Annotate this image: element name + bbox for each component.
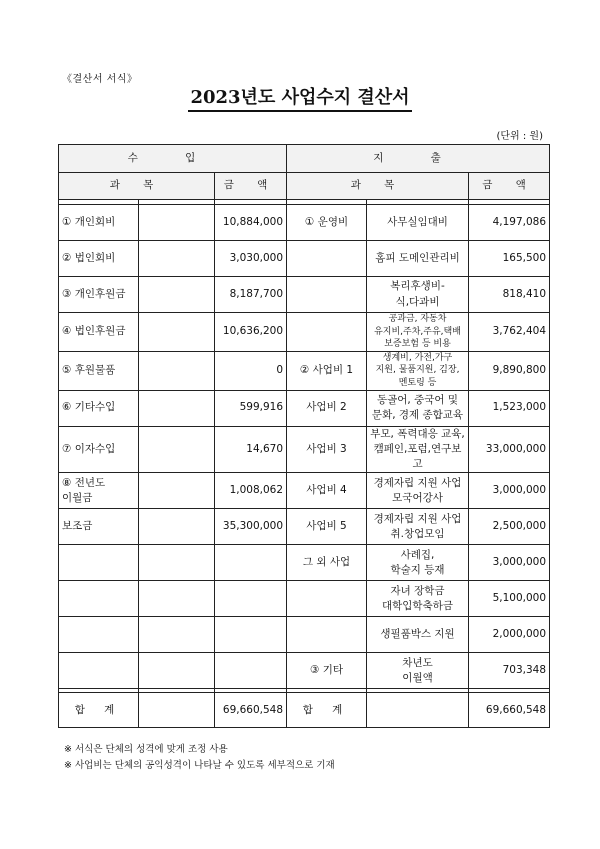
expense-amount-cell: 703,348 (469, 653, 550, 689)
table-row (59, 617, 550, 653)
expense-total-label: 합 계 (287, 693, 367, 728)
income-amount-cell: 8,187,700 (215, 277, 287, 313)
income-subject-cell: ⑥ 기타수입 (59, 390, 139, 426)
expense-category-cell (287, 581, 367, 617)
income-subject-cell (59, 653, 139, 689)
expense-category-cell (287, 241, 367, 277)
income-total-label: 합 계 (59, 693, 139, 728)
column-header-row (59, 173, 550, 200)
income-subject-cell: ① 개인회비 (59, 205, 139, 241)
expense-amount-cell: 33,000,000 (469, 426, 550, 473)
table-row (59, 277, 550, 313)
expense-category-cell (287, 277, 367, 313)
document-title-text: 2023년도 사업수지 결산서 (188, 83, 411, 112)
income-subdetail-cell (139, 351, 215, 390)
expense-detail-cell: 홈피 도메인관리비 (367, 241, 469, 277)
footnote-2: ※ 사업비는 단체의 공익성격이 나타날 수 있도록 세부적으로 기재 (64, 760, 335, 771)
expense-detail-cell: 경제자립 지원 사업 모국어강사 (367, 473, 469, 509)
income-subdetail-cell (139, 241, 215, 277)
income-subdetail-cell (139, 313, 215, 352)
income-amount-cell (215, 545, 287, 581)
income-amount-cell (215, 617, 287, 653)
income-subject-cell: ⑦ 이자수입 (59, 426, 139, 473)
expense-amount-cell: 5,100,000 (469, 581, 550, 617)
table-row (59, 390, 550, 426)
income-subject-cell (59, 617, 139, 653)
table-row (59, 313, 550, 352)
income-subject-cell: ⑤ 후원물품 (59, 351, 139, 390)
expense-amount-cell: 9,890,800 (469, 351, 550, 390)
income-subdetail-cell (139, 653, 215, 689)
income-subdetail-cell (139, 581, 215, 617)
expense-amount-header: 금 액 (469, 173, 550, 200)
table-row (59, 241, 550, 277)
table-row (59, 545, 550, 581)
income-subject-cell: ② 법인회비 (59, 241, 139, 277)
expense-amount-cell: 3,000,000 (469, 545, 550, 581)
table-row (59, 426, 550, 473)
income-subdetail-cell (139, 545, 215, 581)
income-amount-cell: 14,670 (215, 426, 287, 473)
unit-label: (단위 : 원) (496, 131, 543, 142)
income-header: 수 입 (59, 145, 287, 173)
expense-category-cell (287, 617, 367, 653)
income-subdetail-cell (139, 390, 215, 426)
expense-amount-cell: 818,410 (469, 277, 550, 313)
expense-detail-cell: 생필품박스 지원 (367, 617, 469, 653)
settlement-table (58, 144, 550, 728)
table-row (59, 581, 550, 617)
expense-amount-cell: 2,000,000 (469, 617, 550, 653)
income-amount-cell (215, 653, 287, 689)
expense-detail-cell: 사무실임대비 (367, 205, 469, 241)
expense-total-amount: 69,660,548 (469, 693, 550, 728)
section-header-row (59, 145, 550, 173)
income-subject-cell: ④ 법인후원금 (59, 313, 139, 352)
expense-total-blank (367, 693, 469, 728)
income-amount-cell: 1,008,062 (215, 473, 287, 509)
expense-category-cell: ② 사업비 1 (287, 351, 367, 390)
expense-detail-cell: 부모, 폭력대응 교육, 캠페인,포럼,연구보고 (367, 426, 469, 473)
income-amount-cell (215, 581, 287, 617)
expense-detail-cell: 차년도 이월액 (367, 653, 469, 689)
income-subdetail-cell (139, 509, 215, 545)
expense-category-cell: ③ 기타 (287, 653, 367, 689)
expense-detail-cell: 동골어, 중국어 및 문화, 경제 종합교육 (367, 390, 469, 426)
income-amount-cell: 10,884,000 (215, 205, 287, 241)
income-total-amount: 69,660,548 (215, 693, 287, 728)
expense-category-cell: ① 운영비 (287, 205, 367, 241)
expense-amount-cell: 3,762,404 (469, 313, 550, 352)
form-type-note: 《결산서 서식》 (62, 74, 138, 85)
income-subject-cell: ⑧ 전년도 이월금 (59, 473, 139, 509)
expense-category-cell (287, 313, 367, 352)
expense-amount-cell: 165,500 (469, 241, 550, 277)
income-subdetail-cell (139, 617, 215, 653)
table-row (59, 351, 550, 390)
expense-amount-cell: 3,000,000 (469, 473, 550, 509)
income-subdetail-cell (139, 473, 215, 509)
expense-category-cell: 사업비 2 (287, 390, 367, 426)
income-subdetail-cell (139, 205, 215, 241)
expense-detail-cell: 사례집, 학술지 등재 (367, 545, 469, 581)
income-amount-cell: 3,030,000 (215, 241, 287, 277)
table-row (59, 653, 550, 689)
income-subdetail-cell (139, 277, 215, 313)
expense-detail-cell: 복리후생비- 식,다과비 (367, 277, 469, 313)
table-row (59, 205, 550, 241)
income-amount-header: 금 액 (215, 173, 287, 200)
expense-header: 지 출 (287, 145, 550, 173)
income-amount-cell: 0 (215, 351, 287, 390)
expense-detail-cell: 경제자립 지원 사업 취.창업모임 (367, 509, 469, 545)
expense-category-cell: 그 외 사업 (287, 545, 367, 581)
expense-amount-cell: 2,500,000 (469, 509, 550, 545)
document-title (0, 83, 600, 112)
income-subdetail-cell (139, 426, 215, 473)
income-subject-cell (59, 545, 139, 581)
table-row (59, 509, 550, 545)
income-subject-cell (59, 581, 139, 617)
expense-category-cell: 사업비 3 (287, 426, 367, 473)
footnote-1: ※ 서식은 단체의 성격에 맞게 조정 사용 (64, 744, 228, 755)
expense-category-cell: 사업비 4 (287, 473, 367, 509)
expense-amount-cell: 4,197,086 (469, 205, 550, 241)
income-amount-cell: 35,300,000 (215, 509, 287, 545)
income-total-blank (139, 693, 215, 728)
income-amount-cell: 10,636,200 (215, 313, 287, 352)
table-row (59, 473, 550, 509)
total-row (59, 693, 550, 728)
income-subject-cell: ③ 개인후원금 (59, 277, 139, 313)
expense-category-cell: 사업비 5 (287, 509, 367, 545)
income-subject-header: 과 목 (59, 173, 215, 200)
expense-detail-cell: 생계비, 가전,가구 지원, 물품지원, 김장, 멘토링 등 (367, 351, 469, 390)
expense-detail-cell: 공과금, 자동차 유지비,주차,주유,택배 보증보험 등 비용 (367, 313, 469, 352)
expense-subject-header: 과 목 (287, 173, 469, 200)
expense-detail-cell: 자녀 장학금 대학입학축하금 (367, 581, 469, 617)
income-subject-cell: 보조금 (59, 509, 139, 545)
income-amount-cell: 599,916 (215, 390, 287, 426)
expense-amount-cell: 1,523,000 (469, 390, 550, 426)
